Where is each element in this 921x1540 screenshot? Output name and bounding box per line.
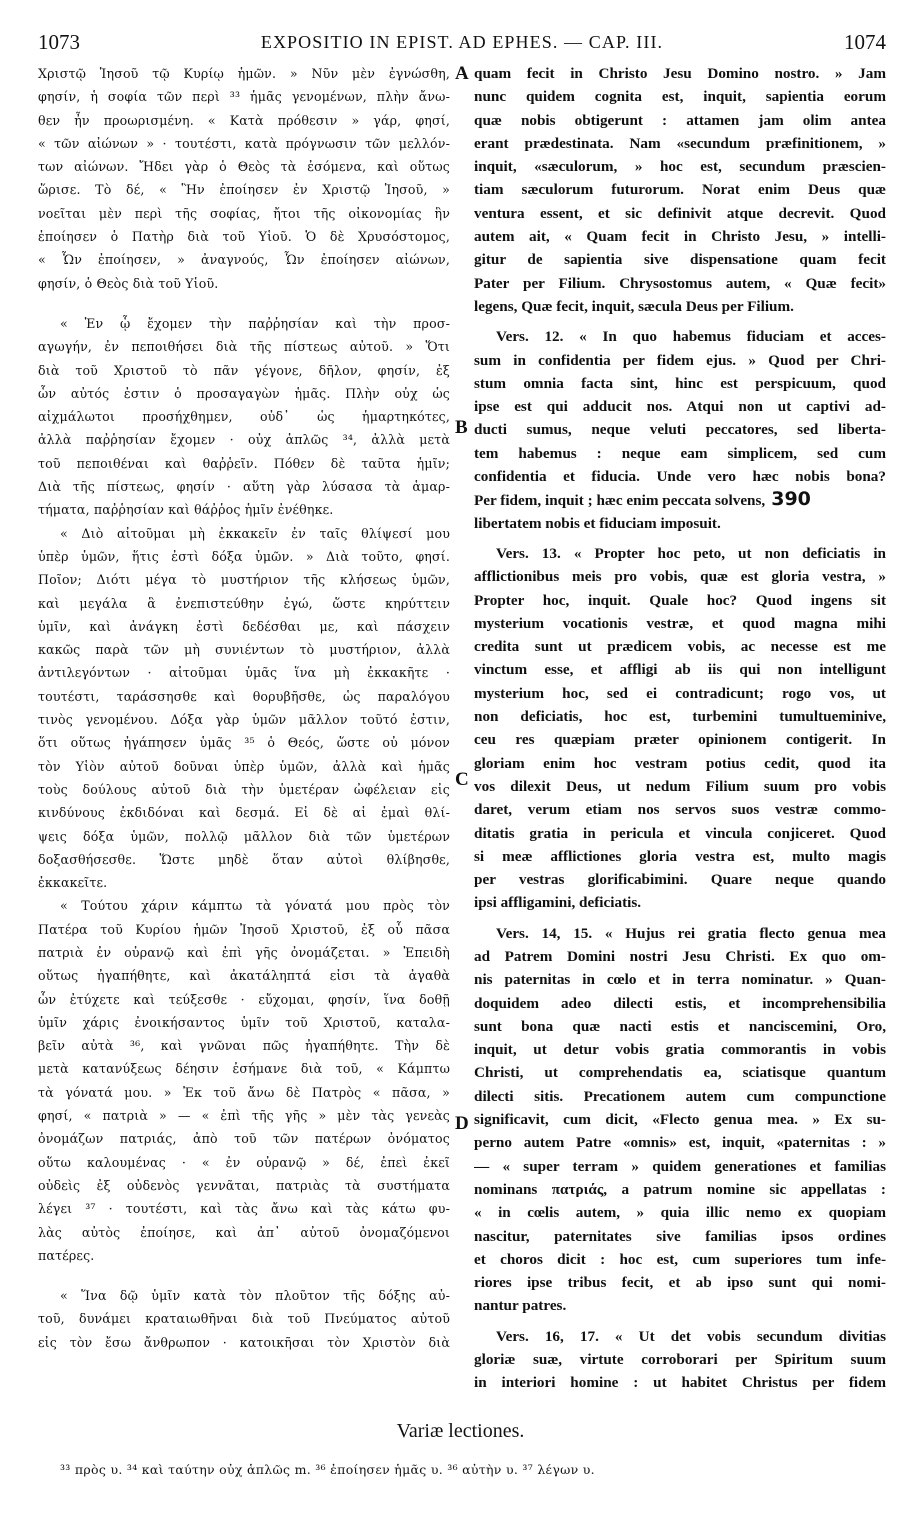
text-line: Vers. 14, 15. « Hujus rei gratia flecto genua mea	[496, 924, 886, 942]
text-line: τοῦ, δυνάμει κραταιωθῆναι διὰ τοῦ Πνεύματος αὐτοῦ	[38, 1311, 450, 1327]
text-line: πατριὰ ἐν οὐρανῷ καὶ ἐπὶ γῆς ὀνομάζεται. » Ἐπειδὴ	[38, 944, 450, 960]
text-line: autem ait, « Quam fecit in Christo Jesu, » intelli-	[474, 228, 886, 246]
text-line: των αἰώνων. Ἤδει γὰρ ὁ Θεὸς τὰ ἐσόμενα, καὶ οὕτως	[38, 159, 450, 175]
text-line: « τῶν αἰώνων » · τουτέστι, κατὰ πρόγνωσιν τῶν μελλόν-	[38, 135, 450, 151]
text-line: ὥρισε. Τὸ δέ, « Ἣν ἐποίησεν ἐν Χριστῷ Ἰησοῦ, »	[38, 182, 450, 198]
text-line: κακῶς παρὰ τῶν μὴ συνιέντων τὸ μυστήριον, ἀλλὰ	[38, 642, 450, 658]
running-header	[38, 30, 886, 60]
text-line: λέγει ³⁷ · τουτέστι, καὶ τὰς ἄνω καὶ τὰς κάτω φυ-	[38, 1201, 450, 1217]
text-line: ὑμῖν χάρις ἐνοικήσαντος ὑμῖν τοῦ Χριστοῦ, καταλα-	[38, 1014, 450, 1030]
text-line: ὧν αὐτός ἐστιν ὁ προσαγαγὼν ἡμᾶς. Πλὴν οὐχ ὡς	[38, 385, 450, 401]
text-line: quam fecit in Christo Jesu Domino nostro. » Jam	[474, 65, 886, 82]
text-line: κινδύνους ἐκδιδόναι καὶ δεσμά. Εἰ δὲ αἱ ἐμαὶ θλί-	[38, 805, 450, 821]
variae-lectiones-title: Variæ lectiones.	[396, 1420, 525, 1442]
greek-column	[38, 62, 450, 1396]
text-line: confidentia et fiducia. Unde vero hæc nobis bona?	[474, 468, 886, 486]
text-line: riores ipse tribus fecit, et ab ipso sunt qui nomi-	[474, 1274, 886, 1292]
text-line: τοὺς δούλους αὐτοῦ διὰ τὴν ὑμετέραν ὠφέλειαν εἰς	[38, 781, 450, 797]
text-line: τουτέστι, ταράσσησθε καὶ θορυβῆσθε, ὡς παραλόγου	[38, 688, 450, 704]
text-line: daret, verum etiam nos servos suos vestræ commo-	[474, 801, 886, 819]
text-line: significavit, cum dicit, «Flecto genua mea. » Ex su-	[474, 1111, 886, 1129]
text-line: inquit, ut detur vobis gratia commorantis in vobis	[474, 1041, 886, 1059]
text-line: λὰς αὐτὸς ἐποίησε, καὶ ἀπ᾽ αὐτοῦ ὀνομαζόμενοι	[38, 1224, 450, 1240]
text-line: nis paternitas in cœlo et in terra nominatur. » Quan-	[474, 971, 886, 989]
text-line: ipsi affligamini, deficiatis.	[474, 894, 642, 912]
text-line: Ποῖον; Διότι μέγα τὸ μυστήριον τῆς κλήσεως ὑμῶν,	[38, 572, 450, 588]
text-line: nascitur, paternitates sive familias ipsos ordines	[474, 1227, 886, 1245]
text-line: ipse est qui adducit nos. Atqui non ut captivi ad-	[474, 398, 886, 416]
text-line: Vers. 13. « Propter hoc peto, ut non deficiatis in	[496, 544, 886, 562]
text-line: οὕτω καλουμένας · « ἐν οὐρανῷ » δέ, ἐπεὶ ἐκεῖ	[38, 1154, 450, 1170]
text-line: vinctum esse, et affligi ab iis qui non intelligunt	[474, 661, 886, 679]
text-line: si meæ afflictiones gloria vestra est, multo magis	[474, 847, 886, 865]
text-line	[474, 488, 886, 511]
text-line: sunt bona quæ nacti estis et nanciscemini, Oro,	[474, 1017, 886, 1035]
text-line: « Ὧν ἐποίησεν, » ἀναγνούς, Ὧν ἐποίησεν αἰώνων,	[38, 252, 450, 268]
text-line: legens, Quæ fecit, inquit, sæcula Deus per Filium.	[474, 297, 794, 315]
text-line: credita sunt ut prædicem vobis, ac necesse est me	[474, 638, 886, 656]
text-line: διὰ τοῦ Χριστοῦ τὸ πᾶν γέγονε, δῆλον, φησίν, ἐξ	[38, 362, 450, 378]
paragraph-gap	[474, 1318, 886, 1325]
text-line: libertatem nobis et fiduciam imposuit.	[474, 514, 721, 532]
text-line: « Διὸ αἰτοῦμαι μὴ ἐκκακεῖν ἐν ταῖς θλίψεσί μου	[60, 525, 450, 541]
page-number-right: 1074	[844, 30, 886, 54]
margin-marker-a: A	[455, 63, 469, 84]
text-line: τινὸς γενομένου. Δόξα γὰρ ὑμῶν μᾶλλον τοῦτό ἐστιν,	[38, 712, 450, 728]
text-line: Pater per Filium. Chrysostomus autem, « Quæ fecit»	[474, 274, 886, 292]
text-line: tem habemus : neque eam simplicem, sed cum	[474, 444, 886, 462]
text-line-content: Per fidem, inquit ; hæc enim peccata solvens,	[474, 492, 766, 510]
text-line: οὐδεὶς ἐξ οὐδενὸς γεννᾶται, πατριὰς τὰ συστήματα	[38, 1177, 450, 1193]
text-line: perno autem Patre «omnis» est, inquit, «paternitas : »	[474, 1134, 886, 1152]
text-line: nominans πατριάς, a patrum nomine sic appellatas :	[474, 1180, 886, 1198]
text-line: ἐκκακεῖτε.	[38, 875, 108, 891]
text-line: « in cœlis autem, » quia illic nemo ex quopiam	[474, 1204, 886, 1222]
text-line: tiam sæculorum futurorum. Norat enim Deus quæ	[474, 181, 886, 199]
text-line: τοῦ πεποιθέναι καὶ θαῤῥεῖν. Πόθεν δὲ ταῦτα ἡμῖν;	[38, 455, 450, 471]
text-line: ditatis gratia in pericula et vincula conjiceret. Quod	[474, 824, 886, 842]
paragraph-gap	[38, 1267, 450, 1284]
text-line: τὰ γόνατά μου. » Ἐκ τοῦ ἄνω δὲ Πατρὸς « πᾶσα, »	[38, 1084, 450, 1100]
text-line: Πατέρα τοῦ Κυρίου ἡμῶν Ἰησοῦ Χριστοῦ, ἐξ οὗ πᾶσα	[38, 921, 450, 937]
text-line: doquidem adeo dilecti estis, et incomprehensibilia	[474, 994, 886, 1012]
text-line: βεῖν αὐτὰ ³⁶, καὶ γνῶναι πῶς ἠγαπήθητε. Τὴν δὲ	[38, 1038, 450, 1054]
text-line: ὀνομάζων πατριάς, ἀπὸ τοῦ τῶν πατέρων ὀνόματος	[38, 1131, 450, 1147]
text-line: οὕτως ἠγαπήθητε, καὶ ἀκατάληπτά εἰσι τὰ ἀγαθὰ	[38, 968, 450, 984]
page-marker-390: 390	[771, 488, 811, 511]
text-line: « Ἐν ᾧ ἔχομεν τὴν παῤῥησίαν καὶ τὴν προσ-	[60, 315, 450, 331]
text-line: ἀντιλεγόντων · αἰτοῦμαι ὑμᾶς ἵνα μὴ ἐκκακῆτε ·	[38, 665, 450, 681]
text-line: mysterium vocationis vestræ, et quod magna mihi	[474, 614, 886, 632]
text-line: Propter hoc, inquit. Quale hoc? Quod ingens sit	[474, 591, 886, 609]
text-line: — « super terram » quidem generationes et familias	[474, 1157, 886, 1175]
page-number-left: 1073	[38, 30, 80, 54]
text-line: νοεῖται μὲν περὶ τῆς σοφίας, ἤτοι τῆς οἰκονομίας ἣν	[38, 205, 450, 221]
text-line: stum omnia facta sint, hinc est perspicuum, quod	[474, 374, 886, 392]
text-line: et choros dicit : hoc est, cum superiores tum infe-	[474, 1250, 886, 1268]
text-line: « Ἵνα δῷ ὑμῖν κατὰ τὸν πλοῦτον τῆς δόξης αὐ-	[60, 1288, 450, 1304]
text-line: inquit, «sæculorum, » hoc est, secundum præscien-	[474, 158, 886, 176]
margin-marker-b: B	[455, 417, 468, 438]
text-line: « Τούτου χάριν κάμπτω τὰ γόνατά μου πρὸς τὸν	[60, 898, 450, 914]
text-line: αγωγήν, ἐν πεποιθήσει διὰ τῆς πίστεως αὐτοῦ. » Ὅτι	[38, 339, 450, 355]
paragraph-gap	[474, 535, 886, 542]
paragraph-gap	[38, 295, 450, 312]
text-line: ὧν ἐτύχετε καὶ τεύξεσθε · εὔχομαι, φησίν, ἵνα δοθῇ	[38, 991, 450, 1007]
text-line: quæ nobis obtigerunt : attamen jam olim antea	[474, 111, 886, 129]
text-line: ἐποίησεν ὁ Πατὴρ διὰ τοῦ Υἱοῦ. Ὁ δὲ Χρυσόστομος,	[38, 229, 450, 245]
text-line: φησίν, ὁ Θεὸς διὰ τοῦ Υἱοῦ.	[38, 275, 219, 291]
text-line: Vers. 12. « In quo habemus fiduciam et acces-	[496, 328, 886, 346]
text-line: ἀλλὰ παῤῥησίαν ἔχομεν · οὐχ ἁπλῶς ³⁴, ἀλλὰ μετὰ	[38, 432, 450, 448]
text-line: dilecti sitis. Precationem autem cum compunctione	[474, 1087, 886, 1105]
text-line: nunc quidem cognita est, inquit, sapientia eorum	[474, 88, 886, 106]
text-line: afflictionibus meis pro vobis, quæ est gloria vestra, »	[474, 568, 886, 586]
text-line: Χριστῷ Ἰησοῦ τῷ Κυρίῳ ἡμῶν. » Νῦν μὲν ἐγνώσθη,	[38, 66, 450, 81]
paragraph-gap	[474, 915, 886, 922]
text-line: μετὰ κατανύξεως δέησιν ἐσήμανε διὰ τοῦ, « Κάμπτω	[38, 1061, 450, 1077]
text-line: gitur de sapientia sive dispensatione quam fecit	[474, 251, 886, 269]
text-line: Christi, ut comprehendatis ea, sciatisque quantum	[474, 1064, 886, 1082]
text-line: ὅτι οὕτως ἠγάπησεν ὑμᾶς ³⁵ ὁ Θεός, ὥστε οὐ μόνον	[38, 735, 450, 751]
text-line: καὶ μεγάλα ἃ ἐνεπιστεύθην ἐγώ, ὥστε κηρύττειν	[38, 595, 450, 611]
text-line: ducti sumus, neque veluti peccatores, sed liberta-	[474, 421, 886, 439]
text-line: φησί, « πατριὰ » — « ἐπὶ τῆς γῆς » μὲν τὰς γενεὰς	[38, 1108, 450, 1124]
text-line: Vers. 16, 17. « Ut det vobis secundum divitias	[496, 1327, 886, 1345]
text-line: ad Patrem Domini nostri Jesu Christi. Ex quo om-	[474, 947, 886, 965]
text-line: erant prædestinata. Nam «secundum præfinitionem, »	[474, 134, 886, 152]
text-line: εἰς τὸν ἔσω ἄνθρωπον · κατοικῆσαι τὸν Χριστὸν διὰ	[38, 1334, 450, 1350]
running-title: EXPOSITIO IN EPIST. AD EPHES. — CAP. III.	[260, 32, 664, 52]
text-line: ὑπὲρ ὑμῶν, ἥτις ἐστὶ δόξα ὑμῶν. » Διὰ τοῦτο, φησί.	[38, 548, 450, 564]
text-line: ψεις δόξα ὑμῶν, πολλῷ μᾶλλον διὰ τῶν ὑμετέρων	[38, 828, 450, 844]
text-line: per vestras glorificabimini. Quare neque quando	[474, 871, 886, 889]
text-line: gloriam enim hoc vestram potius cedit, quod ita	[474, 754, 886, 772]
text-line: τὸν Υἱὸν αὐτοῦ δοῦναι ὑπὲρ ὑμῶν, ἀλλὰ καὶ ἡμᾶς	[38, 758, 450, 774]
text-line: ceu res quæpiam præter opinionem contigerit. In	[474, 731, 886, 749]
margin-marker-d: D	[455, 1113, 469, 1134]
text-line: nantur patres.	[474, 1297, 567, 1315]
text-line: vos dilexit Deus, ut nedum Filium suum pro vobis	[474, 777, 886, 795]
text-line: mysterium hoc, sed ei contradicunt; rogo vos, ut	[474, 684, 886, 702]
text-line: πατέρες.	[38, 1247, 95, 1263]
text-line: φησίν, ἡ σοφία τῶν περὶ ³³ ἡμᾶς γενομένων, πλὴν ἄνω-	[38, 89, 450, 105]
text-line: gloriæ suæ, virtute corroborari per Spiritum suum	[474, 1351, 886, 1369]
text-line: ventura essent, et sic definivit atque decrevit. Quod	[474, 204, 886, 222]
text-line: sum in confidentia per fidem ejus. » Quod per Chri-	[474, 351, 886, 369]
paragraph-gap	[474, 318, 886, 325]
latin-column	[474, 62, 886, 1396]
text-line: αἰχμάλωτοι προσήχθημεν, οὐδ᾽ ὡς ἡμαρτηκότες,	[38, 409, 450, 425]
margin-marker-c: C	[455, 769, 469, 790]
text-line: ὑμῖν, καὶ ἀνάγκη ἐστὶ δεδέσθαι με, καὶ πάσχειν	[38, 618, 450, 634]
text-line: non deficiatis, hoc est, turbemini tumultueminive,	[474, 708, 886, 726]
text-line: τήματα, παῤῥησίαν καὶ θάῤῥος ἡμῖν ἐνέθηκε.	[38, 502, 334, 518]
text-line: δοξασθήσεσθε. Ὥστε μηδὲ ὅταν αὐτοὶ θλίβησθε,	[38, 851, 450, 867]
text-line: in interiori homine : ut habitet Christus per fidem	[474, 1374, 886, 1392]
text-line: θεν ἦν προωρισμένη. « Κατὰ πρόθεσιν » γάρ, φησί,	[38, 112, 450, 128]
text-line: Διὰ τῆς πίστεως, φησίν · αὕτη γὰρ λύσασα τὰ ἁμαρ-	[38, 479, 450, 495]
variae-lectiones-line: ³³ πρὸς υ. ³⁴ καὶ ταύτην οὐχ ἁπλῶς m. ³⁶ ἐποίησεν ἡμᾶς υ. ³⁶ αὐτὴν υ. ³⁷ λέγων υ.	[60, 1462, 595, 1477]
